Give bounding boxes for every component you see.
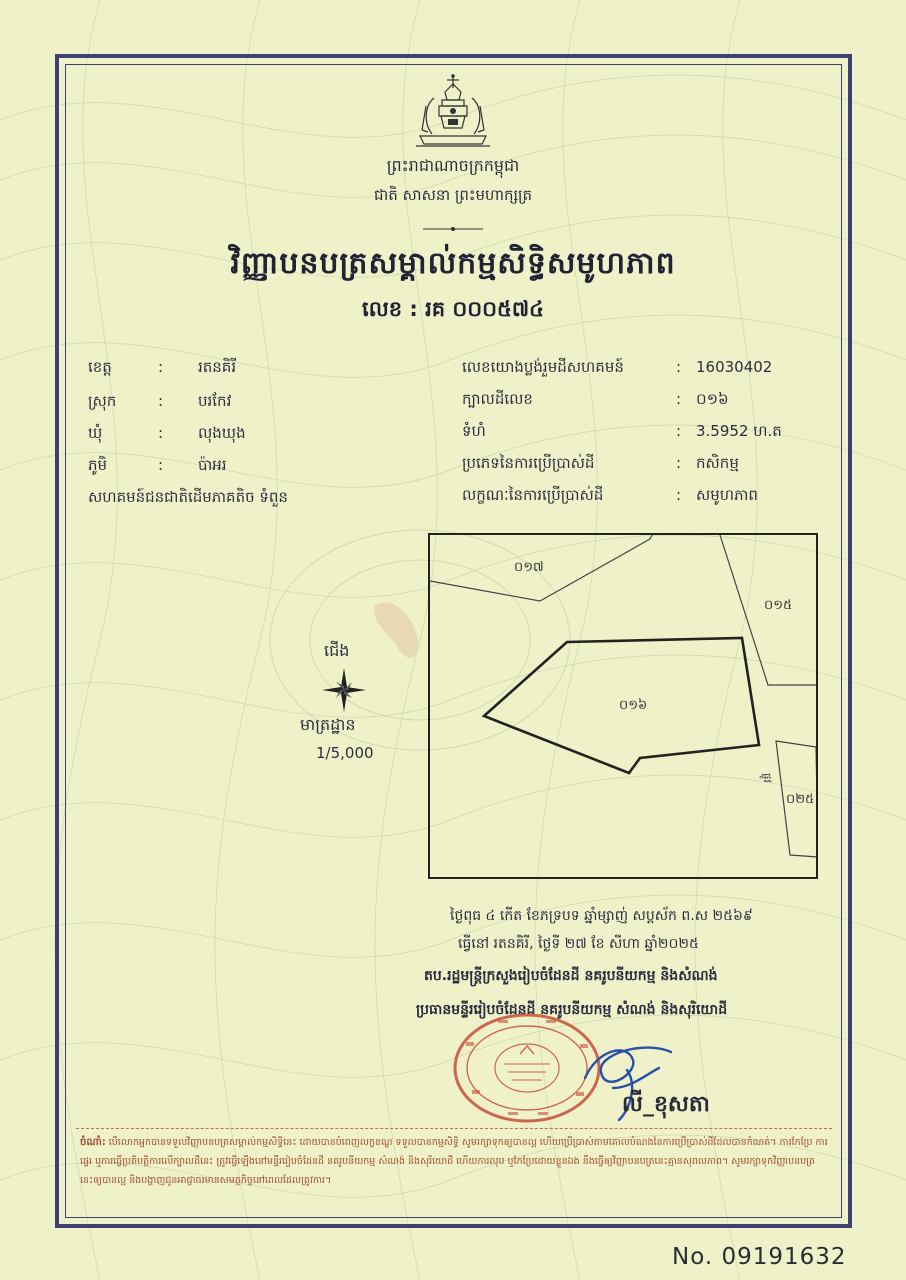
district-label: ស្រុក	[88, 392, 117, 410]
land-use-nature-sep: :	[676, 486, 682, 504]
lunar-date: ថ្ងៃពុធ ៤ កើត ខែភទ្របទ ឆ្នាំម្សាញ់ សប្តស័ក ព.ស ២៥៦៩	[450, 908, 753, 924]
parcel-label-017: ០១៧	[514, 560, 544, 575]
road-label: ផ្លូវ	[761, 773, 772, 783]
commune-value: លុងឃុង	[198, 424, 246, 442]
district-value: បរកែវ	[198, 392, 232, 410]
parcel-label-025: ០២៥	[786, 792, 815, 807]
note-label: ចំណាំ:	[80, 1137, 106, 1148]
community-ref-sep: :	[676, 358, 682, 376]
parcel-map-drawing	[430, 535, 816, 877]
province-label: ខេត្ត	[88, 358, 112, 376]
land-use-type-sep: :	[676, 454, 682, 472]
village-sep: :	[158, 456, 164, 474]
minister-title-line1: តប.រដ្ឋមន្ត្រីក្រសួងរៀបចំដែនដី នគរូបនីយកម្ម និងសំណង់	[424, 968, 718, 984]
community-ref-value: 16030402	[696, 358, 773, 376]
note-text: បើលោកអ្នកបានទទួលវិញ្ញាបនបត្រសម្គាល់កម្មសិទ្ធិនេះ ដោយបានបំពេញលក្ខខណ្ឌ ទទួលបានកម្មសិទ្ធិ សូមរក្សាទុកឲ្យបានល្អ ហើយប្រើប្រាស់តាមគោលបំណងនៃការប្រើប្រាស់ដីដែលបានកំណត់។ ការកែប្រែ ការផ្ទេរ ឬការធ្វើប្រតិបត្តិការលើក្បាលដីនេះ ត្រូវធ្វើឡើងនៅមន្ទីររៀបចំដែនដី នគរូបនីយកម្ម សំណង់ និងសុរិយោដី ហើយការលុប ឬកែប្រែដោយខ្លួនឯង នឹងធ្វើឲ្យវិញ្ញាបនបត្រនេះគ្មានសុពលភាព។ សូមរក្សាទុកវិញ្ញាបនបត្រនេះឲ្យបានល្អ និងបង្ហាញជូនអាជ្ញាធរមានសមត្ថកិច្ចនៅពេលដែលត្រូវការ។	[80, 1137, 828, 1186]
land-use-nature-value: សមូហភាព	[696, 486, 758, 504]
kingdom-title: ព្រះរាជាណាចក្រកម្ពុជា	[386, 156, 520, 175]
parcel-map	[428, 533, 818, 879]
minister-title-line2: ប្រធានមន្ទីររៀបចំដែនដី នគរូបនីយកម្ម សំណង់ និងសុរិយោដី	[416, 1002, 728, 1018]
north-label: ជើង	[324, 641, 350, 660]
land-use-type-label: ប្រភេទនៃការប្រើប្រាស់ដី	[462, 454, 595, 472]
province-value: រតនគិរី	[198, 358, 237, 376]
compass-rose-icon	[320, 666, 368, 714]
province-sep: :	[158, 358, 164, 376]
land-use-type-value: កសិកម្ម	[696, 454, 739, 472]
serial-number	[672, 1244, 847, 1270]
area-label: ទំហំ	[462, 422, 486, 440]
land-use-nature-label: លក្ខណៈនៃការប្រើប្រាស់ដី	[462, 486, 604, 504]
parcel-number-sep: :	[676, 390, 682, 408]
certificate-title: វិញ្ញាបនបត្រសម្គាល់កម្មសិទ្ធិសមូហភាព	[230, 246, 676, 281]
certificate-number-value: រគ ០០០៥៧៤	[425, 297, 544, 321]
community-ref-label: លេខយោងប្លង់រួមដីសហគមន៍	[462, 358, 624, 376]
national-emblem-icon	[412, 72, 494, 154]
parcel-number-label: ក្បាលដីលេខ	[462, 390, 533, 408]
serial-number-value: 09191632	[721, 1244, 847, 1270]
scale-value: 1/5,000	[316, 744, 374, 762]
note-text-block	[80, 1133, 828, 1190]
place-and-date: ធ្វើនៅ រតនគិរី, ថ្ងៃទី ២៧ ខែ សីហា ឆ្នាំ២០២៥	[458, 936, 699, 952]
scale-label: មាត្រដ្ឋាន	[300, 715, 356, 734]
parcel-label-015: ០១៥	[764, 598, 793, 613]
certificate-number	[0, 296, 906, 327]
commune-label: ឃុំ	[88, 424, 103, 442]
serial-number-label: No.	[672, 1244, 714, 1270]
district-sep: :	[158, 392, 164, 410]
national-motto: ជាតិ សាសនា ព្រះមហាក្សត្រ	[373, 186, 533, 204]
village-value: ប៉ាអរ	[198, 456, 227, 474]
signer-name: លី_ខុសតា	[622, 1092, 710, 1117]
community-name: សហគមន៍ជនជាតិដើមភាគតិច ទំពួន	[88, 488, 288, 506]
village-label: ភូមិ	[88, 456, 108, 474]
note-section	[76, 1128, 832, 1212]
certificate-number-label: លេខ :	[362, 297, 418, 321]
parcel-label-016: ០១៦	[619, 698, 648, 713]
area-sep: :	[676, 422, 682, 440]
commune-sep: :	[158, 424, 164, 442]
ornament-divider	[423, 226, 483, 232]
area-value: 3.5952 ហ.ត	[696, 422, 782, 440]
parcel-number-value: ០១៦	[696, 390, 729, 408]
